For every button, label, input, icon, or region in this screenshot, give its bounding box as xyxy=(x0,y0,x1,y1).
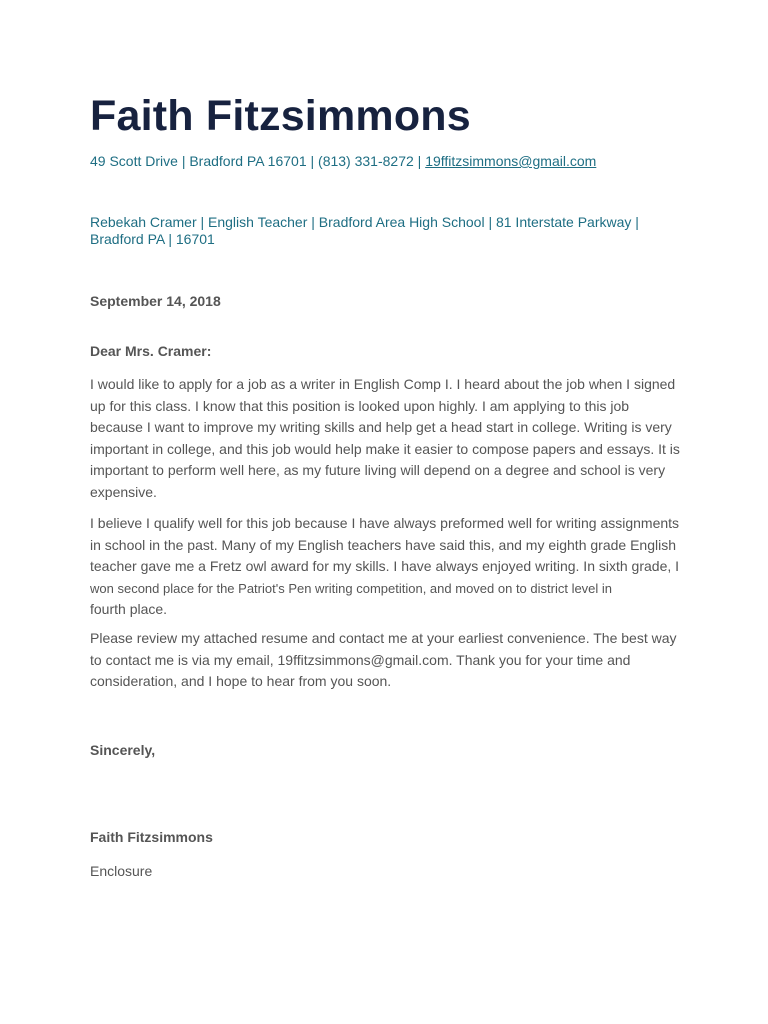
text-line: because I want to improve my writing skills and help get a head start in college. Writing is very xyxy=(90,419,672,435)
sender-address-phone: 49 Scott Drive | Bradford PA 16701 | (813) 331-8272 | xyxy=(90,153,426,169)
text-line: in school in the past. Many of my English teachers have said this, and my eighth grade English xyxy=(90,536,676,553)
text-line: consideration, and I hope to hear from you soon. xyxy=(90,673,392,689)
sender-contact-info xyxy=(90,153,596,169)
text-line: I would like to apply for a job as a writer in English Comp I. I heard about the job when I signed xyxy=(90,376,676,392)
sender-email-link[interactable]: 19ffitzsimmons@gmail.com xyxy=(425,153,597,169)
body-paragraph-2 xyxy=(90,513,680,621)
text-line: important in college, and this job would help make it easier to compose papers and essays. It is xyxy=(90,440,680,457)
text-line: teacher gave me a Fretz owl award for my skills. I have always enjoyed writing. In sixth grade, I xyxy=(90,558,680,574)
sender-name: Faith Fitzsimmons xyxy=(90,92,471,140)
body-paragraph-1 xyxy=(90,374,680,503)
text-line: Please review my attached resume and contact me at your earliest convenience. The best way xyxy=(90,630,677,646)
text-line: I believe I qualify well for this job because I have always preformed well for writing assignments xyxy=(90,515,680,531)
body-paragraph-3 xyxy=(90,628,677,693)
recipient-line: Rebekah Cramer | English Teacher | Bradford Area High School | 81 Interstate Parkway | xyxy=(90,214,639,230)
recipient-line: Bradford PA | 16701 xyxy=(90,231,215,247)
signature-name: Faith Fitzsimmons xyxy=(90,829,213,845)
letter-date: September 14, 2018 xyxy=(90,293,221,309)
salutation: Dear Mrs. Cramer: xyxy=(90,343,212,359)
text-line: won second place for the Patriot's Pen writing competition, and moved on to district level in xyxy=(90,580,613,596)
text-line: up for this class. I know that this position is looked upon highly. I am applying to this job xyxy=(90,397,630,414)
recipient-info xyxy=(90,214,670,248)
text-line: expensive. xyxy=(90,483,157,500)
text-line: to contact me is via my email, 19ffitzsimmons@gmail.com. Thank you for your time and xyxy=(90,651,631,668)
closing: Sincerely, xyxy=(90,742,156,758)
enclosure-note: Enclosure xyxy=(90,863,153,879)
text-line: fourth place. xyxy=(90,601,168,617)
text-line: important to perform well here, as my future living will depend on a degree and school is very xyxy=(90,462,666,478)
